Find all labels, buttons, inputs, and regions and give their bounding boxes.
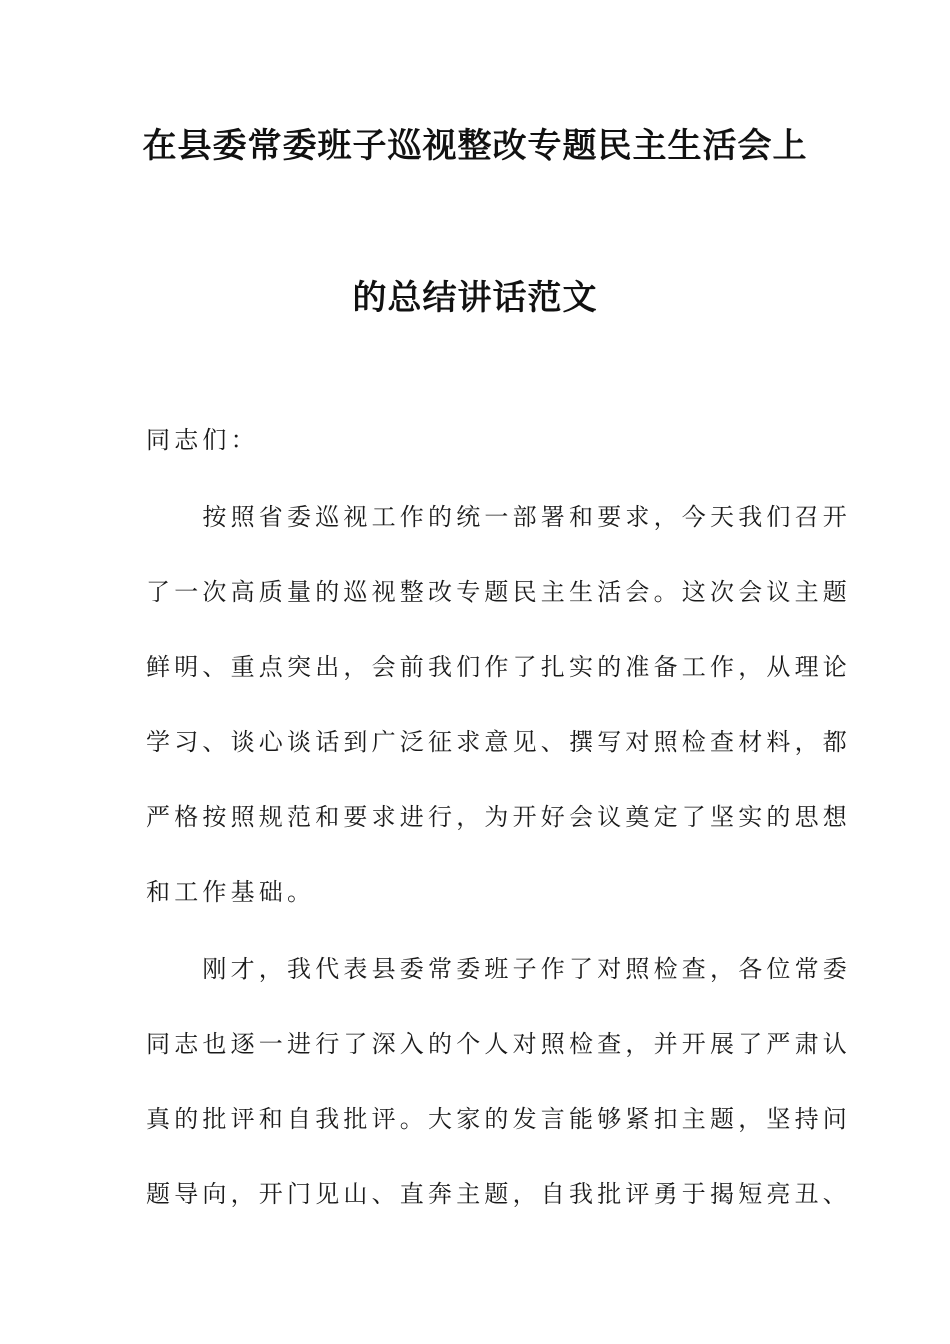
paragraph-line: 刚才，我代表县委常委班子作了对照检查，各位常委 <box>146 955 851 983</box>
document-title-line-1: 在县委常委班子巡视整改专题民主生活会上 <box>142 126 808 166</box>
paragraph-line: 学习、谈心谈话到广泛征求意见、撰写对照检查材料，都 <box>146 728 851 756</box>
paragraph-line: 鲜明、重点突出，会前我们作了扎实的准备工作，从理论 <box>146 653 851 681</box>
paragraph-line: 了一次高质量的巡视整改专题民主生活会。这次会议主题 <box>146 578 851 606</box>
paragraph-line: 严格按照规范和要求进行，为开好会议奠定了坚实的思想 <box>146 803 851 831</box>
salutation: 同志们： <box>146 426 259 454</box>
paragraph-line: 题导向，开门见山、直奔主题，自我批评勇于揭短亮丑、 <box>146 1180 851 1208</box>
paragraph-line: 按照省委巡视工作的统一部署和要求，今天我们召开 <box>146 503 851 531</box>
document-title-line-2: 的总结讲话范文 <box>352 278 598 318</box>
paragraph-line: 真的批评和自我批评。大家的发言能够紧扣主题，坚持问 <box>146 1105 851 1133</box>
paragraph-line: 和工作基础。 <box>146 878 316 906</box>
paragraph-line: 同志也逐一进行了深入的个人对照检查，并开展了严肃认 <box>146 1030 851 1058</box>
